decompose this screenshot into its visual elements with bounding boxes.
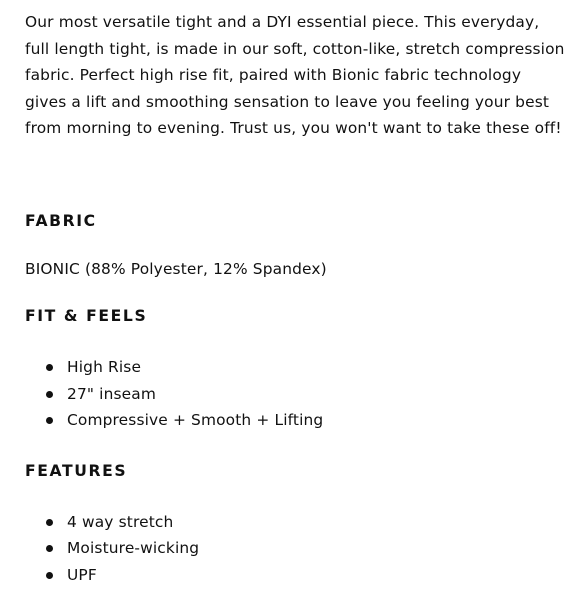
bullet-dot-icon bbox=[46, 545, 53, 552]
list-item bbox=[25, 354, 565, 381]
list-item-label: UPF bbox=[67, 565, 97, 584]
list-item bbox=[25, 562, 565, 589]
list-item bbox=[25, 381, 565, 408]
list-item-label: Compressive + Smooth + Lifting bbox=[67, 411, 324, 430]
list-item-label: 27" inseam bbox=[67, 384, 156, 403]
fabric-heading: FABRIC bbox=[25, 211, 97, 230]
fit-list bbox=[25, 354, 565, 434]
features-heading: FEATURES bbox=[25, 461, 128, 480]
list-item-label: High Rise bbox=[67, 357, 142, 376]
list-item bbox=[25, 407, 565, 434]
list-item bbox=[25, 535, 565, 562]
list-item-label: Moisture-wicking bbox=[67, 539, 200, 558]
fabric-value: BIONIC (88% Polyester, 12% Spandex) bbox=[25, 259, 327, 278]
bullet-dot-icon bbox=[46, 417, 53, 424]
features-list bbox=[25, 509, 565, 589]
list-item-label: 4 way stretch bbox=[67, 512, 174, 531]
product-description: Our most versatile tight and a DYI essential piece. This everyday, full length tight, is made in our soft, cotton-like, stretch compression fabric. Perfect high rise fit, paired with Bionic fabric technology gives a lift and smoothing sensation to leave you feeling your best from morning to evening. Trust us, you won't want to take these off! bbox=[25, 13, 565, 138]
bullet-dot-icon bbox=[46, 364, 53, 371]
product-details bbox=[25, 9, 565, 589]
bullet-dot-icon bbox=[46, 519, 53, 526]
bullet-dot-icon bbox=[46, 572, 53, 579]
bullet-dot-icon bbox=[46, 391, 53, 398]
fit-heading: FIT & FEELS bbox=[25, 306, 148, 325]
list-item bbox=[25, 509, 565, 536]
